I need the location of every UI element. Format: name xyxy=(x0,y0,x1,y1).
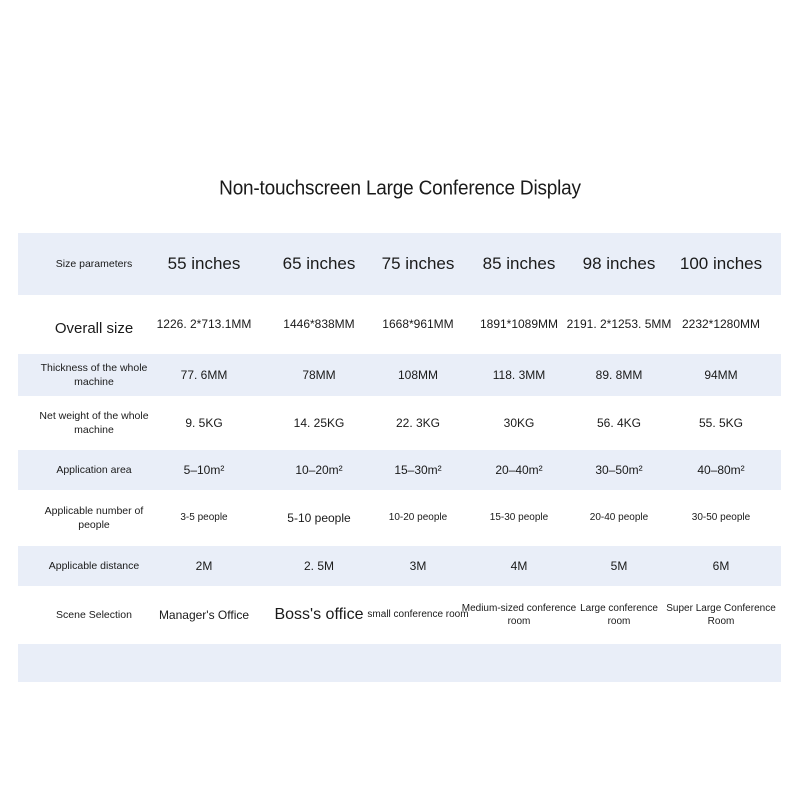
table-footer-row xyxy=(18,644,781,682)
table-cell: 20–40m² xyxy=(495,462,543,477)
table-cell: 5-10 people xyxy=(287,510,351,525)
page-title: Non-touchscreen Large Conference Display xyxy=(219,177,581,200)
table-cell: 75 inches xyxy=(381,253,455,273)
table-cell: 30-50 people xyxy=(691,512,751,524)
table-cell: 2191. 2*1253. 5MM xyxy=(566,317,672,332)
table-row-net-weight xyxy=(18,396,781,450)
table-cell: Large conference room xyxy=(580,602,658,627)
table-cell: 100 inches xyxy=(679,253,763,273)
table-row-size-parameters xyxy=(18,233,781,295)
table-cell: 2. 5M xyxy=(303,558,334,573)
row-label: Application area xyxy=(56,463,132,476)
table-cell: 108MM xyxy=(397,367,438,382)
table-cell: 20-40 people xyxy=(589,512,649,524)
table-cell: 94MM xyxy=(704,367,738,382)
row-label: Applicable distance xyxy=(48,559,140,572)
table-cell: 4M xyxy=(510,558,528,573)
table-cell: 65 inches xyxy=(282,253,356,273)
table-cell: 6M xyxy=(712,558,730,573)
table-cell: 55 inches xyxy=(167,253,241,273)
table-cell: Medium-sized conference room xyxy=(461,602,577,627)
table-cell: 89. 8MM xyxy=(595,367,643,382)
table-cell: Boss's office xyxy=(274,606,364,624)
table-cell: 15-30 people xyxy=(489,512,549,524)
table-cell: 56. 4KG xyxy=(596,415,642,430)
row-label: Overall size xyxy=(54,320,134,338)
table-cell: 22. 3KG xyxy=(395,415,441,430)
table-cell: 3M xyxy=(409,558,427,573)
table-cell: 5M xyxy=(610,558,628,573)
row-label: Applicable number of people xyxy=(44,504,144,531)
row-label: Thickness of the whole machine xyxy=(40,361,148,388)
table-row-number-of-people xyxy=(18,490,781,546)
table-cell: 2232*1280MM xyxy=(681,317,761,332)
table-cell: 10-20 people xyxy=(388,512,448,524)
table-cell: small conference room xyxy=(367,609,469,621)
spec-table xyxy=(18,233,781,682)
table-cell: Super Large Conference Room xyxy=(666,602,776,627)
table-cell: 5–10m² xyxy=(183,462,225,477)
table-cell: 55. 5KG xyxy=(698,415,744,430)
table-cell: 30KG xyxy=(503,415,535,430)
table-cell: 98 inches xyxy=(582,253,656,273)
table-row-applicable-distance xyxy=(18,546,781,586)
table-row-scene-selection xyxy=(18,586,781,644)
table-cell: 40–80m² xyxy=(697,462,745,477)
table-cell: 10–20m² xyxy=(295,462,343,477)
table-cell: 1446*838MM xyxy=(283,317,355,332)
table-cell: 3-5 people xyxy=(180,512,228,524)
table-cell: 77. 6MM xyxy=(180,367,228,382)
table-cell: 1668*961MM xyxy=(382,317,454,332)
table-row-thickness xyxy=(18,354,781,396)
table-cell: 15–30m² xyxy=(394,462,442,477)
table-cell: 14. 25KG xyxy=(293,415,345,430)
table-cell: 85 inches xyxy=(482,253,556,273)
table-cell: 30–50m² xyxy=(595,462,643,477)
table-row-application-area xyxy=(18,450,781,490)
row-label: Size parameters xyxy=(55,257,133,270)
table-row-overall-size xyxy=(18,295,781,354)
row-label: Net weight of the whole machine xyxy=(39,409,149,436)
row-label: Scene Selection xyxy=(56,608,132,621)
table-cell: 1891*1089MM xyxy=(479,317,559,332)
table-cell: 2M xyxy=(195,558,213,573)
table-cell: 1226. 2*713.1MM xyxy=(156,317,252,332)
table-cell: Manager's Office xyxy=(158,607,250,622)
table-cell: 9. 5KG xyxy=(185,415,223,430)
table-cell: 118. 3MM xyxy=(492,367,546,382)
table-cell: 78MM xyxy=(302,367,336,382)
